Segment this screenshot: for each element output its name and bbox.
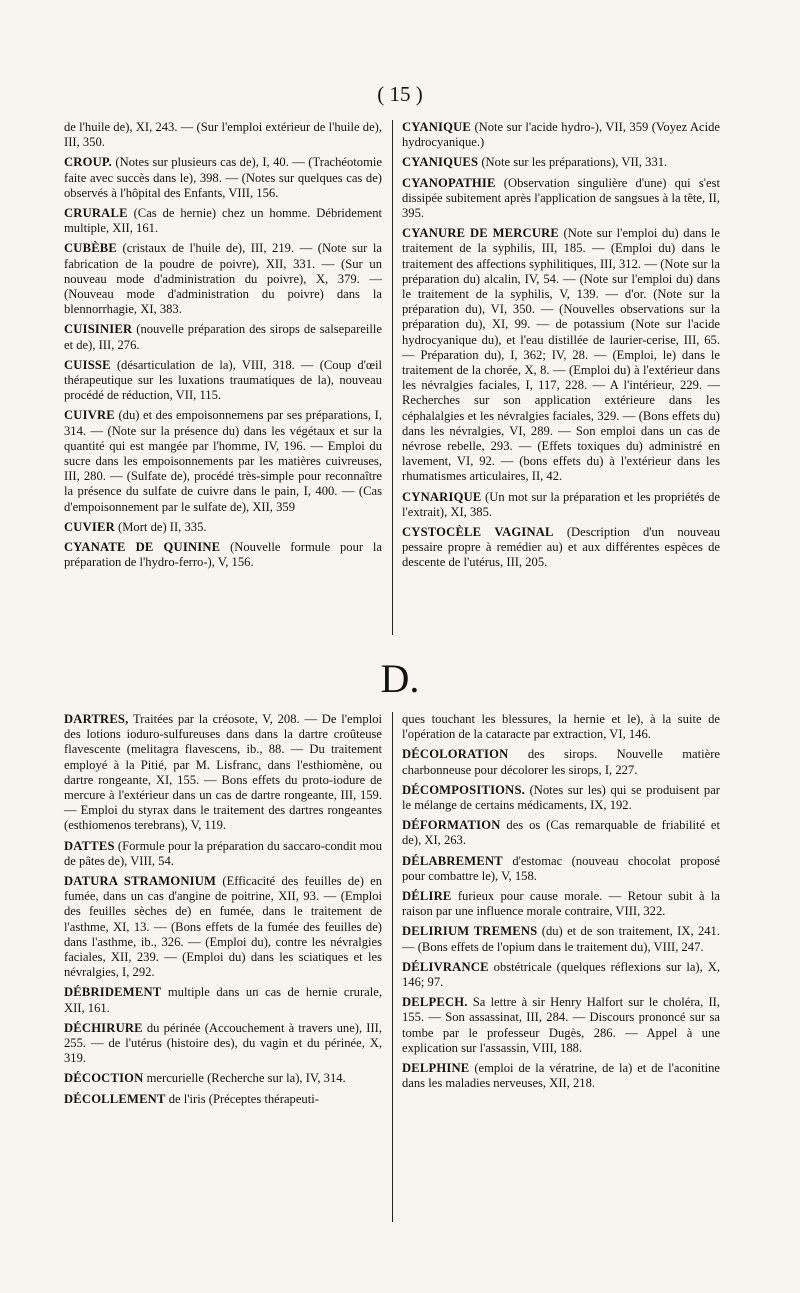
entry-text: d'estomac (nouveau chocolat proposé pour combattre le), V, 158. — [402, 853, 720, 883]
entry-headword: DELPHINE — [402, 1061, 470, 1076]
top-right-column — [402, 120, 720, 576]
entry-text: (cristaux de l'huile de), III, 219. — (Note sur la fabrication de la poudre de poivre), XII, 331. — (Sur un nouveau mode d'administration du poivre), X, 379. — (Nouveau mode d'administration du poivre) dans la blennorrhagie, XI, 383. — [64, 241, 382, 317]
entry-headword: DÉCOMPOSITIONS. — [402, 782, 526, 797]
entry-headword: CUIVRE — [64, 408, 115, 423]
index-entry — [402, 712, 720, 742]
entry-text: Sa lettre à sir Henry Halfort sur le choléra, II, 155. — Son assassinat, III, 284. — Discours prononcé sur sa tombe par le professeur Dugès, 286. — Appel à une explication sur l'assassin, VIII, 188. — [402, 995, 720, 1055]
entry-headword: CYNARIQUE — [402, 489, 482, 504]
top-left-column — [64, 120, 382, 575]
entry-headword: DÉLIVRANCE — [402, 959, 489, 974]
index-entry — [402, 854, 720, 884]
index-entry — [64, 540, 382, 570]
index-entry — [64, 520, 382, 535]
entry-text: du périnée (Accouchement à travers une), III, 255. — de l'utérus (histoire des), du vagin et du périnée, X, 319. — [64, 1020, 382, 1066]
entry-headword: CUISSE — [64, 357, 111, 372]
index-entry — [64, 155, 382, 201]
entry-headword: DÉCHIRURE — [64, 1020, 143, 1035]
index-entry — [402, 155, 720, 170]
entry-text: (Efficacité des feuilles de) en fumée, dans un cas d'angine de poitrine, XII, 93. — (Emploi des feuilles sèches de) en fumée, dans le traitement de l'asthme, XI, 13. — (Bons effets de la fumée des feuilles de) dans l'asthme, ib., 326. — (Emploi du), contre les névralgies faciales, XII, 239. — (Emploi du) dans les sciatiques et les névralgies, I, 292. — [64, 874, 383, 980]
entry-headword: DÉFORMATION — [402, 818, 501, 833]
entry-headword: CRURALE — [64, 206, 128, 221]
entry-text: de l'iris (Préceptes thérapeuti- — [165, 1091, 319, 1106]
entry-text: obstétricale (quelques réflexions sur la), X, 146; 97. — [402, 959, 720, 990]
entry-headword: CUVIER — [64, 519, 115, 534]
entry-headword: DATTES — [64, 838, 115, 853]
column-divider-top — [392, 120, 393, 635]
entry-text: (Note sur l'acide hydro-), VII, 359 (Voyez Acide hydrocyanique.) — [402, 120, 720, 150]
index-entry — [64, 322, 382, 352]
index-entry — [402, 889, 720, 919]
entry-headword: CYANIQUES — [402, 155, 479, 170]
entry-headword: CYANURE DE MERCURE — [402, 226, 560, 241]
entry-headword: CYANATE DE QUININE — [64, 540, 221, 555]
bottom-left-column — [64, 712, 382, 1112]
entry-headword: DÉBRIDEMENT — [64, 985, 162, 1000]
column-divider-bottom — [392, 712, 393, 1222]
entry-text: (Mort de) II, 335. — [114, 519, 207, 534]
entry-headword: CUISINIER — [64, 322, 133, 337]
entry-text: furieux pour cause morale. — Retour subit à la raison par une influence morale contraire, VIII, 322. — [402, 889, 720, 919]
entry-text: des sirops. Nouvelle matière charbonneuse pour décolorer les sirops, I, 227. — [402, 747, 720, 777]
index-entry — [64, 358, 382, 404]
entry-text: (Notes sur plusieurs cas de), I, 40. — (Trachéotomie faite avec succès dans le), 398. — (Notes sur quelques cas de) observés à l'hôpital des Enfants, VIII, 156. — [64, 155, 382, 200]
entry-headword: DELPECH. — [402, 995, 468, 1010]
entry-text: (Cas de hernie) chez un homme. Débridement multiple, XII, 161. — [64, 206, 382, 236]
entry-headword: DÉCOLORATION — [402, 747, 509, 762]
index-entry — [402, 525, 720, 571]
entry-headword: DÉCOLLEMENT — [64, 1091, 166, 1106]
entry-text: (Note sur les préparations), VII, 331. — [478, 155, 668, 170]
entry-text: (désarticulation de la), VIII, 318. — (Coup d'œil thérapeutique sur les luxations traumatiques de la), nouveau procédé de réduction, VII, 115. — [64, 357, 382, 403]
entry-headword: DATURA STRAMONIUM — [64, 874, 217, 889]
entry-text: (Formule pour la préparation du saccaro-condit mou de pâtes de), VIII, 54. — [64, 838, 382, 868]
entry-text: ques touchant les blessures, la hernie et le), à la suite de l'opération de la cataracte par extraction, VI, 146. — [402, 712, 720, 742]
index-entry — [64, 241, 382, 317]
index-entry — [402, 818, 720, 848]
entry-headword: CUBÈBE — [64, 241, 117, 256]
entry-headword: DARTRES, — [64, 712, 129, 726]
index-entry — [402, 120, 720, 150]
entry-headword: CROUP. — [64, 155, 112, 170]
entry-text: (Description d'un nouveau pessaire propre à remédier au) et aux différentes espèces de descente de l'utérus, III, 205. — [402, 525, 720, 570]
entry-text: (du) et de son traitement, IX, 241. — (Bons effets de l'opium dans le traitement du), VIII, 247. — [402, 924, 720, 954]
index-entry — [402, 226, 720, 484]
section-letter: D. — [380, 656, 420, 701]
entry-headword: DELIRIUM TREMENS — [402, 924, 538, 939]
entry-headword: CYANIQUE — [402, 120, 472, 134]
index-entry — [64, 120, 382, 150]
index-entry — [64, 874, 382, 980]
entry-text: mercurielle (Recherche sur la), IV, 314. — [143, 1071, 346, 1086]
index-entry — [402, 176, 720, 222]
index-entry — [402, 924, 720, 954]
entry-text: de l'huile de), XI, 243. — (Sur l'emploi extérieur de l'huile de), III, 350. — [64, 120, 382, 150]
index-entry — [402, 1061, 720, 1091]
entry-text: (emploi de la vératrine, de la) et de l'aconitine dans les maladies nerveuses, XII, 218. — [402, 1061, 720, 1091]
bottom-right-column — [402, 712, 720, 1096]
entry-text: (nouvelle préparation des sirops de salsepareille et de), III, 276. — [64, 322, 382, 352]
index-entry — [64, 985, 382, 1015]
page-number: ( 15 ) — [377, 82, 423, 106]
index-entry — [64, 1092, 382, 1107]
entry-text: Traitées par la créosote, V, 208. — De l'emploi des lotions ioduro-sulfureuses dans dans la dartre croûteuse flavescente (melitagra flavescens, ib., 88. — Du traitement employé à la Pitié, par M. Lisfranc, dans l'esthiomène, ou dartre rongeante, XI, 155. — Bons effets du proto-iodure de mercure à l'extérieur dans un cas de dartre rongeante, III, 159. — Emploi du styrax dans le traitement des dartres rongeantes (esthiomenos terebrans), V, 119. — [64, 712, 382, 833]
entry-text: des os (Cas remarquable de friabilité et de), XI, 263. — [402, 818, 720, 848]
entry-text: (Nouvelle formule pour la préparation de l'hydro-ferro-), V, 156. — [64, 540, 382, 570]
entry-text: (Notes sur les) qui se produisent par le mélange de certains médicaments, IX, 192. — [402, 782, 720, 813]
index-entry — [402, 747, 720, 777]
index-entry — [64, 408, 382, 514]
index-entry — [402, 960, 720, 990]
entry-headword: DÉCOCTION — [64, 1071, 144, 1086]
entry-text: (du) et des empoisonnemens par ses préparations, I, 314. — (Note sur la présence du) dans les végétaux et sur la quantité qui est mangée par l'homme, IV, 196. — Emploi du sucre dans les empoisonnements par les matières cuivreuses, III, 280. — (Sulfate de), procédé très-simple pour reconnaître la présence du sulfate de cuivre dans le pain, I, 400. — (Cas d'empoisonnement par le sulfate de), XII, 359 — [64, 408, 382, 514]
entry-headword: CYSTOCÈLE VAGINAL — [402, 525, 554, 540]
index-entry — [64, 712, 382, 834]
entry-text: multiple dans un cas de hernie crurale, XII, 161. — [64, 985, 382, 1015]
index-entry — [402, 490, 720, 520]
index-entry — [64, 1021, 382, 1067]
index-entry — [64, 1071, 382, 1086]
index-entry — [402, 995, 720, 1056]
entry-headword: DÉLABREMENT — [402, 853, 503, 868]
entry-headword: CYANOPATHIE — [402, 175, 496, 190]
index-entry — [64, 206, 382, 236]
entry-text: (Un mot sur la préparation et les propriétés de l'extrait), XI, 385. — [402, 489, 720, 519]
entry-text: (Note sur l'emploi du) dans le traitement de la syphilis, III, 185. — (Emploi du) dans le traitement des affections syphilitiques, III, 312. — (Note sur la préparation du) alcalin, IV, 54. — (Note sur l'emploi du) dans le traitement de la syphilis, V, 139. — d'or. (Note sur la préparation du), VI, 350. — (Nouvelles observations sur la préparation du), XI, 99. — de potassium (Note sur l'acide hydrocyanique du), et l'eau distillée de laurier-cerise, III, 65. — Préparation du), I, 362; IV, 28. — (Emploi, le) dans le traitement de la chorée, X, 8. — (Emploi du) à l'extérieur dans les névralgies faciales, I, 117, 228. — A l'intérieur, 229. — Recherches sur son application extérieure dans les céphalalgies et les névralgies faciales, 329. — (Bons effets du) dans les névralgies, VI, 289. — Son emploi dans un cas de névrose rebelle, 293. — (Effets toxiques du) administré en lavement, VI, 92. — (bons effets du) à l'extérieur dans les rhumatismes articulaires, II, 42. — [402, 226, 720, 484]
entry-text: (Observation singulière d'une) qui s'est dissipée subitement après l'application de sangsues à la tête, II, 395. — [402, 175, 720, 221]
index-entry — [64, 839, 382, 869]
index-entry — [402, 783, 720, 813]
entry-headword: DÉLIRE — [402, 889, 452, 904]
